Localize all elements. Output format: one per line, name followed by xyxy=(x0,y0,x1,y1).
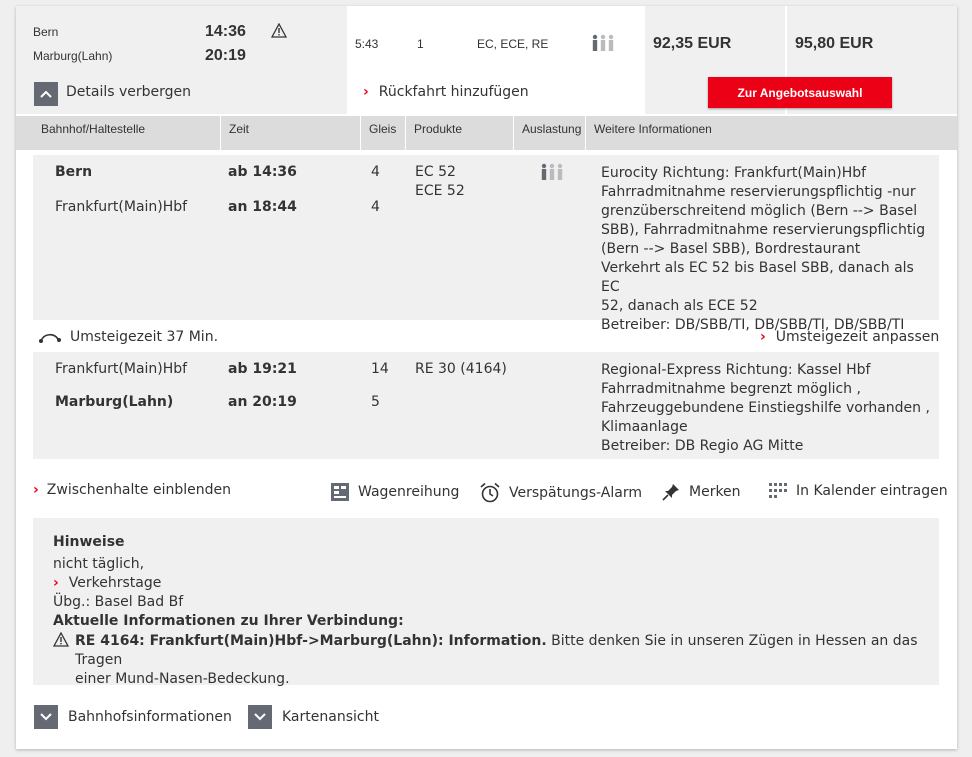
map-view-toggle[interactable] xyxy=(248,705,379,729)
notes-line: nicht täglich, xyxy=(53,556,145,572)
chevron-down-icon[interactable] xyxy=(248,705,272,729)
wagon-order-link[interactable] xyxy=(330,482,459,502)
add-to-calendar-link[interactable] xyxy=(768,482,948,500)
origin-station: Bern xyxy=(33,25,59,39)
leg-to-time: an 18:44 xyxy=(228,199,297,215)
chevron-right-icon: › xyxy=(363,84,369,100)
details-toggle-button[interactable] xyxy=(34,82,58,106)
duration: 5:43 xyxy=(355,37,379,51)
arrival-time: 20:19 xyxy=(205,47,246,64)
bookmark-label[interactable]: Merken xyxy=(689,484,741,500)
chevron-right-icon: › xyxy=(33,482,39,498)
info-line: Fahrradmitnahme reservierungspflichtig -nur xyxy=(601,184,916,200)
traffic-days-label[interactable]: Verkehrstage xyxy=(68,575,162,591)
add-to-calendar-label[interactable]: In Kalender eintragen xyxy=(796,483,948,499)
info-line: grenzüberschreitend möglich (Bern --> Basel xyxy=(601,203,918,219)
chevron-right-icon: › xyxy=(53,575,59,591)
wagon-order-icon xyxy=(330,482,350,502)
leg-to-time: an 20:19 xyxy=(228,394,297,410)
col-products: Produkte xyxy=(406,116,514,150)
current-info-message xyxy=(75,632,935,689)
offer-selection-button[interactable]: Zur Angebotsauswahl xyxy=(708,77,892,108)
delay-alarm-link[interactable] xyxy=(479,482,642,504)
details-toggle-label[interactable]: Details verbergen xyxy=(66,84,192,100)
leg-from-station[interactable]: Bern xyxy=(55,164,93,180)
products-list: EC, ECE, RE xyxy=(477,37,549,51)
occupancy-icon xyxy=(540,163,564,185)
calendar-icon xyxy=(768,482,788,500)
alert-text: Bitte denken Sie in unseren Zügen in Hessen an das Tragen xyxy=(75,633,918,668)
info-line: Regional-Express Richtung: Kassel Hbf xyxy=(601,362,871,378)
transfer-icon xyxy=(38,331,62,343)
connection-card xyxy=(16,6,957,749)
alert-heading: RE 4164: Frankfurt(Main)Hbf->Marburg(Lahn): Information. xyxy=(75,633,547,649)
alarm-clock-icon xyxy=(479,482,501,504)
journey-leg xyxy=(33,155,939,333)
leg-info xyxy=(601,361,931,456)
leg-from-platform: 4 xyxy=(371,164,380,180)
info-line: SBB), Fahrradmitnahme reservierungspflichtig xyxy=(601,222,926,238)
info-line: Klimaanlage xyxy=(601,419,688,435)
adjust-transfer-label[interactable]: Umsteigezeit anpassen xyxy=(775,329,940,345)
notes-title: Hinweise xyxy=(53,534,125,550)
leg-to-platform: 4 xyxy=(371,199,380,215)
add-return-label[interactable]: Rückfahrt hinzufügen xyxy=(378,84,529,100)
info-line: Fahrradmitnahme begrenzt möglich , xyxy=(601,381,861,397)
info-line: Verkehrt als EC 52 bis Basel SBB, danach als EC xyxy=(601,260,914,295)
col-occupancy: Auslastung xyxy=(514,116,586,150)
adjust-transfer-link[interactable] xyxy=(760,329,939,345)
leg-product[interactable]: RE 30 (4164) xyxy=(415,361,507,377)
chevron-right-icon: › xyxy=(760,329,766,345)
transfer-info xyxy=(38,329,218,345)
col-info: Weitere Informationen xyxy=(594,122,712,136)
notes-line: Übg.: Basel Bad Bf xyxy=(53,594,184,610)
header-times-panel xyxy=(197,6,347,114)
station-info-toggle[interactable] xyxy=(34,705,232,729)
leg-from-time: ab 19:21 xyxy=(228,361,297,377)
destination-station: Marburg(Lahn) xyxy=(33,49,113,63)
notes-panel xyxy=(33,518,939,685)
info-line: (Bern --> Basel SBB), Bordrestaurant xyxy=(601,241,861,257)
info-line: 52, danach als ECE 52 xyxy=(601,298,758,314)
leg-to-station[interactable]: Frankfurt(Main)Hbf xyxy=(55,199,188,215)
leg-info xyxy=(601,164,931,335)
show-intermediate-stops-link[interactable] xyxy=(33,482,231,498)
add-return-link[interactable] xyxy=(363,84,529,100)
map-view-label[interactable]: Kartenansicht xyxy=(282,709,379,725)
col-station: Bahnhof/Haltestelle xyxy=(33,116,221,150)
alert-text-cont: einer Mund-Nasen-Bedeckung. xyxy=(75,671,290,687)
info-line: Betreiber: DB Regio AG Mitte xyxy=(601,438,804,454)
changes-count: 1 xyxy=(417,37,424,51)
col-platform: Gleis xyxy=(361,116,406,150)
leg-to-platform: 5 xyxy=(371,394,380,410)
transfer-time-label: Umsteigezeit 37 Min. xyxy=(70,329,219,345)
col-time: Zeit xyxy=(221,116,361,150)
pin-icon xyxy=(661,482,681,502)
price-flex[interactable]: 92,35 EUR xyxy=(653,35,732,52)
leg-from-time: ab 14:36 xyxy=(228,164,297,180)
leg-to-station[interactable]: Marburg(Lahn) xyxy=(55,394,174,410)
table-header xyxy=(16,116,957,150)
traffic-days-link[interactable] xyxy=(53,575,161,591)
chevron-up-icon xyxy=(40,90,52,98)
occupancy-icon xyxy=(591,34,615,56)
bookmark-link[interactable] xyxy=(661,482,741,502)
journey-leg xyxy=(33,352,939,459)
info-line: Fahrzeuggebundene Einstiegshilfe vorhanden , xyxy=(601,400,930,416)
leg-product[interactable]: ECE 52 xyxy=(415,183,465,199)
header-stations-panel xyxy=(16,6,197,114)
header-summary-panel xyxy=(347,6,645,114)
delay-alarm-label[interactable]: Verspätungs-Alarm xyxy=(509,485,642,501)
info-line: Betreiber: DB/SBB/TI, DB/SBB/TI, DB/SBB/TI xyxy=(601,317,905,333)
leg-from-platform: 14 xyxy=(371,361,389,377)
warning-icon[interactable] xyxy=(271,23,287,42)
show-intermediate-stops-label[interactable]: Zwischenhalte einblenden xyxy=(46,482,231,498)
price-other[interactable]: 95,80 EUR xyxy=(795,35,874,52)
departure-time: 14:36 xyxy=(205,23,246,40)
current-info-title: Aktuelle Informationen zu Ihrer Verbindung: xyxy=(53,613,404,629)
leg-from-station[interactable]: Frankfurt(Main)Hbf xyxy=(55,361,188,377)
info-line: Eurocity Richtung: Frankfurt(Main)Hbf xyxy=(601,165,867,181)
station-info-label[interactable]: Bahnhofsinformationen xyxy=(68,709,232,725)
wagon-order-label[interactable]: Wagenreihung xyxy=(358,484,460,500)
chevron-down-icon[interactable] xyxy=(34,705,58,729)
warning-icon xyxy=(53,632,69,651)
leg-product[interactable]: EC 52 xyxy=(415,164,456,180)
